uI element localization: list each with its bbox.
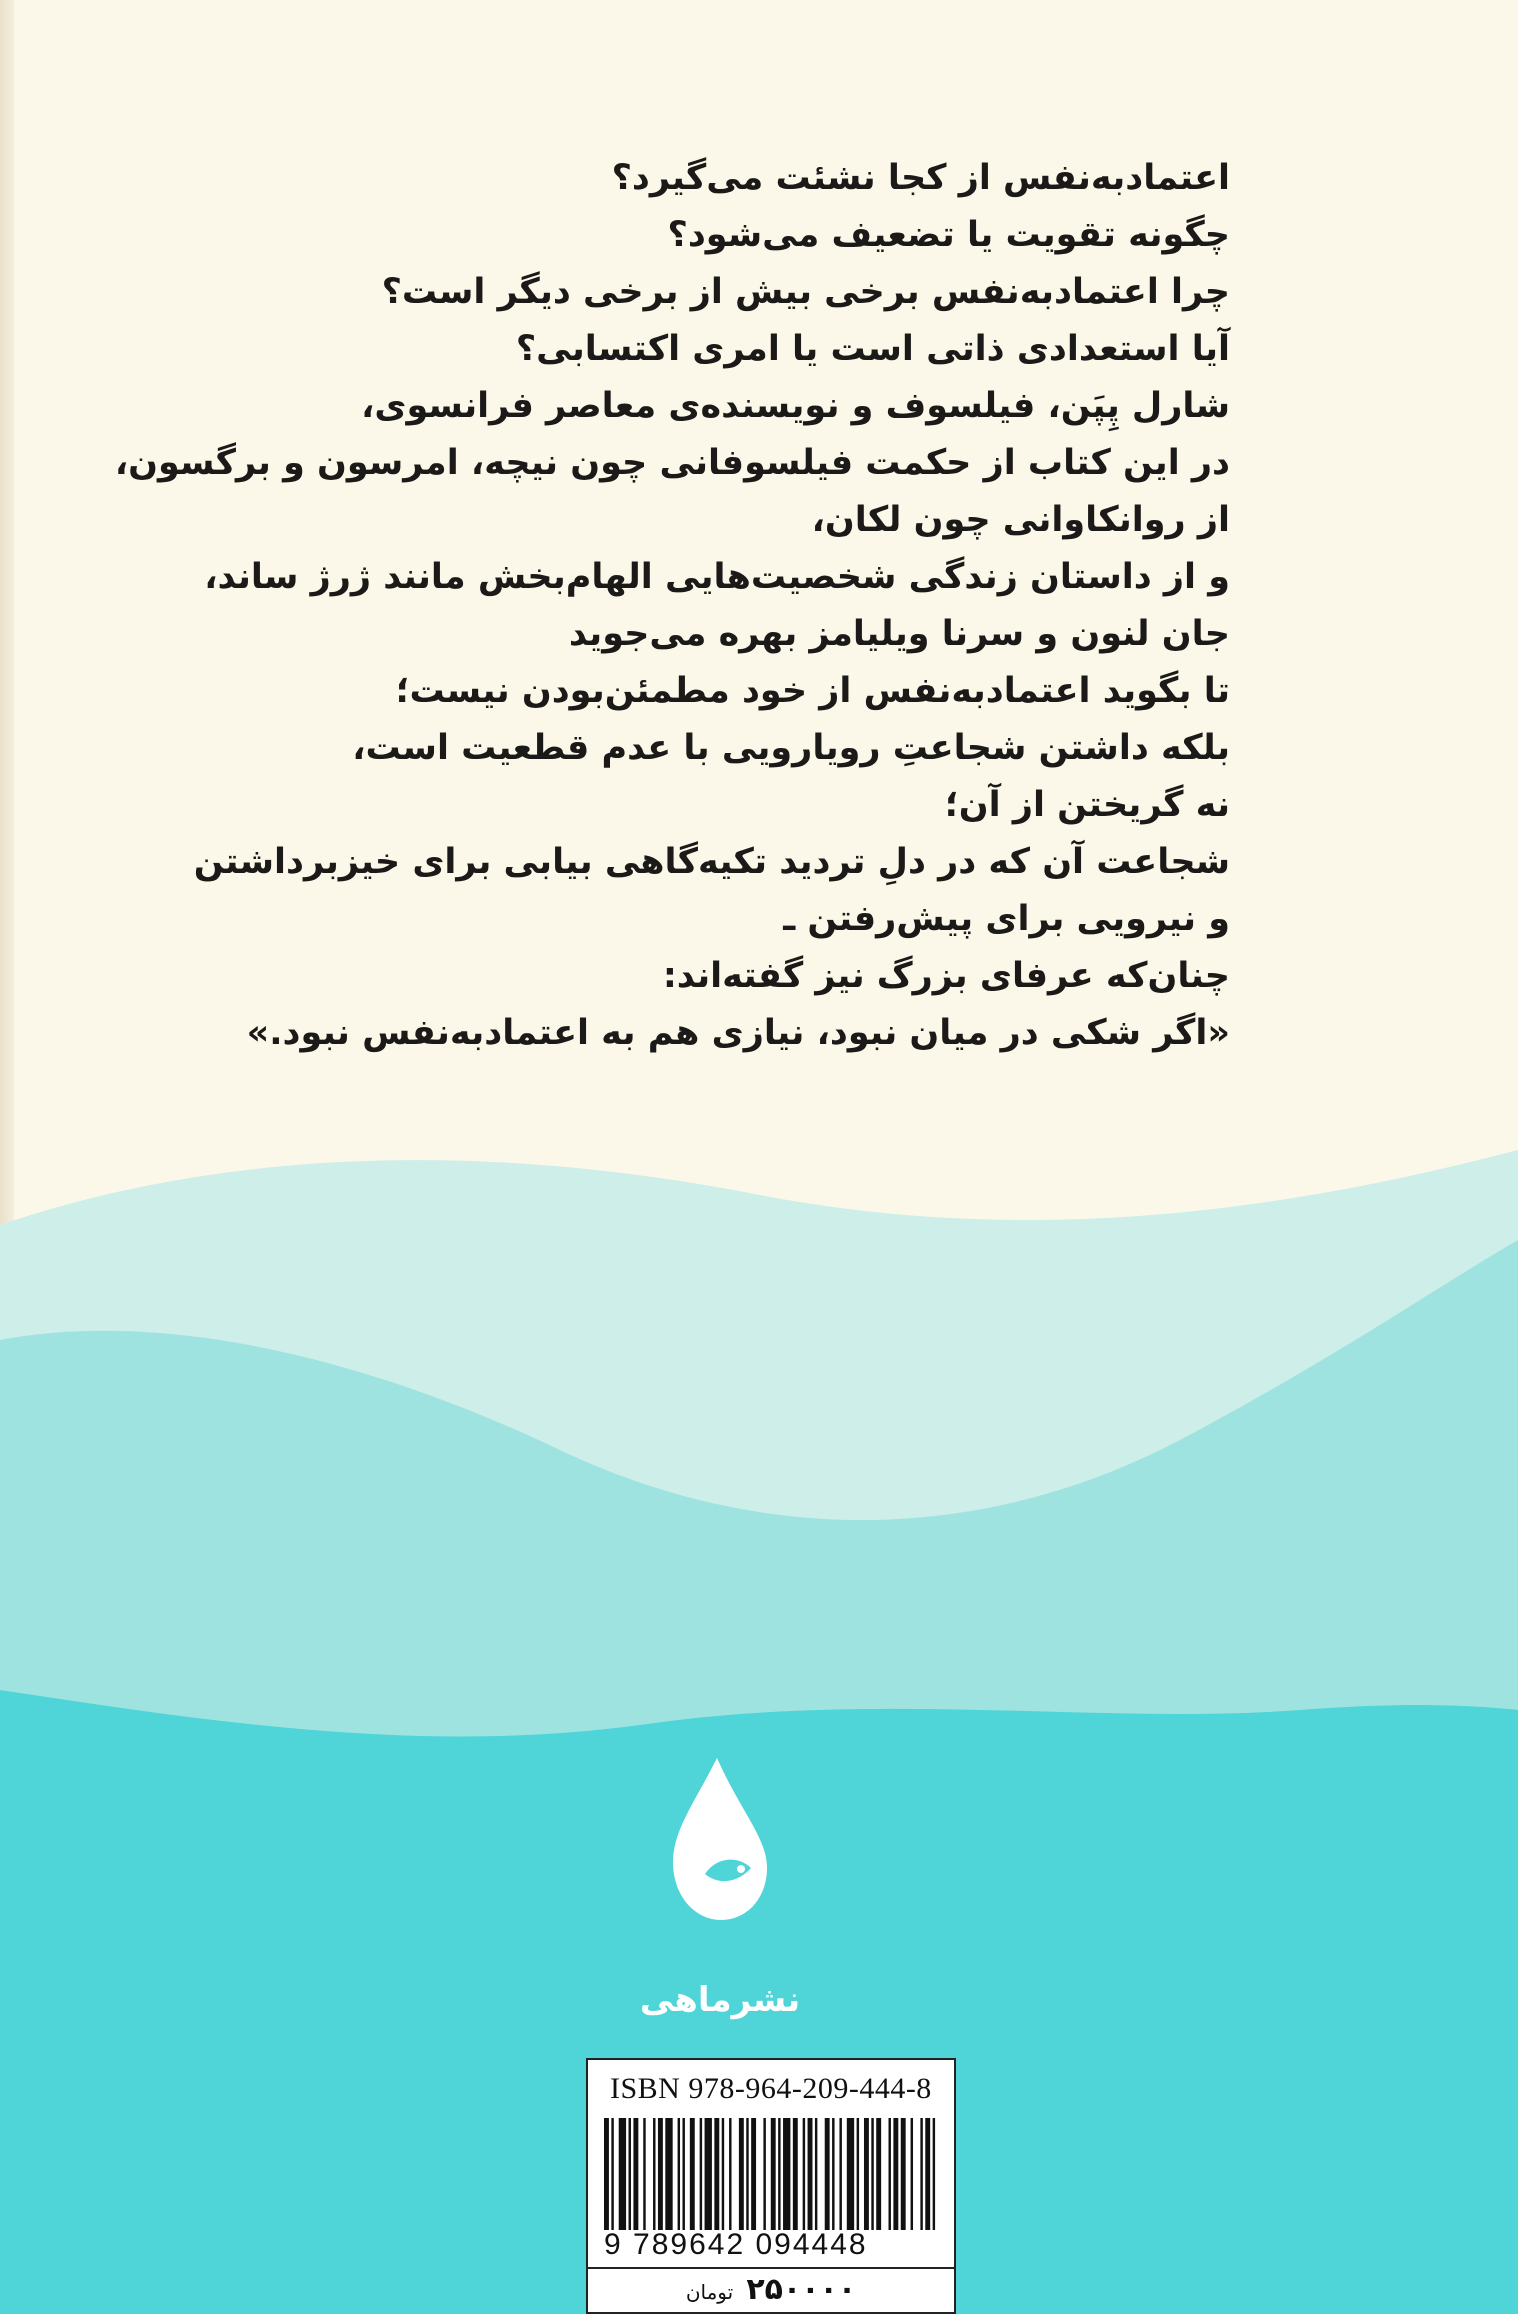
blurb-line: و نیرویی برای پیش‌رفتن ـ: [783, 899, 1230, 939]
barcode-bar: [653, 2118, 655, 2230]
barcode-bar: [763, 2118, 765, 2230]
barcode-bar: [857, 2118, 859, 2230]
barcode-bar: [778, 2118, 780, 2230]
barcode-bar: [722, 2118, 724, 2230]
blurb-line: «اگر شکی در میان نبود، نیازی هم به اعتمادبه‌نفس نبود.»: [246, 1013, 1230, 1053]
barcode-bar: [682, 2118, 684, 2230]
barcode-bar: [815, 2118, 817, 2230]
blurb-line: شجاعت آن که در دلِ تردید تکیه‌گاهی بیابی برای خیزبرداشتن: [193, 842, 1230, 882]
barcode-bar: [933, 2118, 935, 2230]
barcode-bar: [633, 2118, 638, 2230]
barcode-digits: 9 789642 094448: [604, 2228, 868, 2261]
barcode-bar: [611, 2118, 613, 2230]
barcode-bar: [825, 2118, 830, 2230]
barcode-bar: [832, 2118, 834, 2230]
barcode-bar: [847, 2118, 854, 2230]
barcode-bar: [901, 2118, 906, 2230]
barcode-bar: [629, 2118, 631, 2230]
blurb-line: شارل پِپَن، فیلسوف و نویسنده‌ی معاصر فرانسوی،: [361, 386, 1230, 426]
barcode-bar: [911, 2118, 913, 2230]
barcode-bar: [920, 2118, 922, 2230]
isbn-barcode-label: [586, 2058, 956, 2314]
barcode-bar: [690, 2118, 695, 2230]
barcode-bar: [839, 2118, 841, 2230]
price-divider: [588, 2267, 954, 2269]
barcode-bar: [665, 2118, 672, 2230]
barcode-bar: [803, 2118, 805, 2230]
barcode-bar: [876, 2118, 881, 2230]
barcode-bar: [643, 2118, 645, 2230]
back-cover-blurb: [114, 150, 1230, 1062]
barcode-bar: [893, 2118, 898, 2230]
barcode-bar: [871, 2118, 873, 2230]
barcode-bars: [604, 2118, 940, 2230]
barcode-bar: [700, 2118, 702, 2230]
barcode-bar: [808, 2118, 813, 2230]
blurb-line: از روانکاوانی چون لکان،: [811, 500, 1230, 540]
blurb-line: چگونه تقویت یا تضعیف می‌شود؟: [667, 215, 1230, 255]
blurb-line: جان لنون و سرنا ویلیامز بهره می‌جوید: [568, 614, 1230, 654]
barcode-bar: [604, 2118, 609, 2230]
blurb-line: آیا استعدادی ذاتی است یا امری اکتسابی؟: [515, 329, 1230, 369]
barcode-bar: [889, 2118, 891, 2230]
blurb-line: در این کتاب از حکمت فیلسوفانی چون نیچه، امرسون و برگسون،: [114, 443, 1230, 483]
barcode-bar: [783, 2118, 790, 2230]
blurb-line: اعتمادبه‌نفس از کجا نشئت می‌گیرد؟: [611, 158, 1230, 198]
publisher-logo-text: نشرماهی: [639, 1980, 801, 2020]
barcode-bar: [925, 2118, 930, 2230]
barcode-bar: [658, 2118, 663, 2230]
barcode-bar: [678, 2118, 680, 2230]
barcode-bar: [705, 2118, 712, 2230]
barcode-bar: [746, 2118, 748, 2230]
blurb-line: چنان‌که عرفای بزرگ نیز گفته‌اند:: [662, 956, 1230, 996]
price-row: [588, 2272, 954, 2307]
barcode-bar: [793, 2118, 798, 2230]
barcode-bar: [771, 2118, 776, 2230]
price-unit: تومان: [685, 2280, 734, 2304]
blurb-line: نه گریختن از آن؛: [944, 785, 1230, 825]
blurb-line: و از داستان زندگی شخصیت‌هایی الهام‌بخش مانند ژرژ ساند،: [204, 557, 1230, 597]
barcode-bar: [739, 2118, 744, 2230]
barcode-bar: [619, 2118, 626, 2230]
blurb-line: بلکه داشتن شجاعتِ رویارویی با عدم قطعیت است،: [352, 728, 1230, 768]
price-value: ۲۵۰۰۰۰: [746, 2272, 857, 2307]
barcode-bar: [864, 2118, 869, 2230]
isbn-number: ISBN 978-964-209-444-8: [610, 2072, 932, 2105]
barcode-bar: [714, 2118, 719, 2230]
blurb-line: چرا اعتمادبه‌نفس برخی بیش از برخی دیگر است؟: [381, 272, 1230, 312]
blurb-line: تا بگوید اعتمادبه‌نفس از خود مطمئن‌بودن نیست؛: [395, 671, 1230, 711]
barcode-bar: [729, 2118, 731, 2230]
barcode-bar: [751, 2118, 756, 2230]
